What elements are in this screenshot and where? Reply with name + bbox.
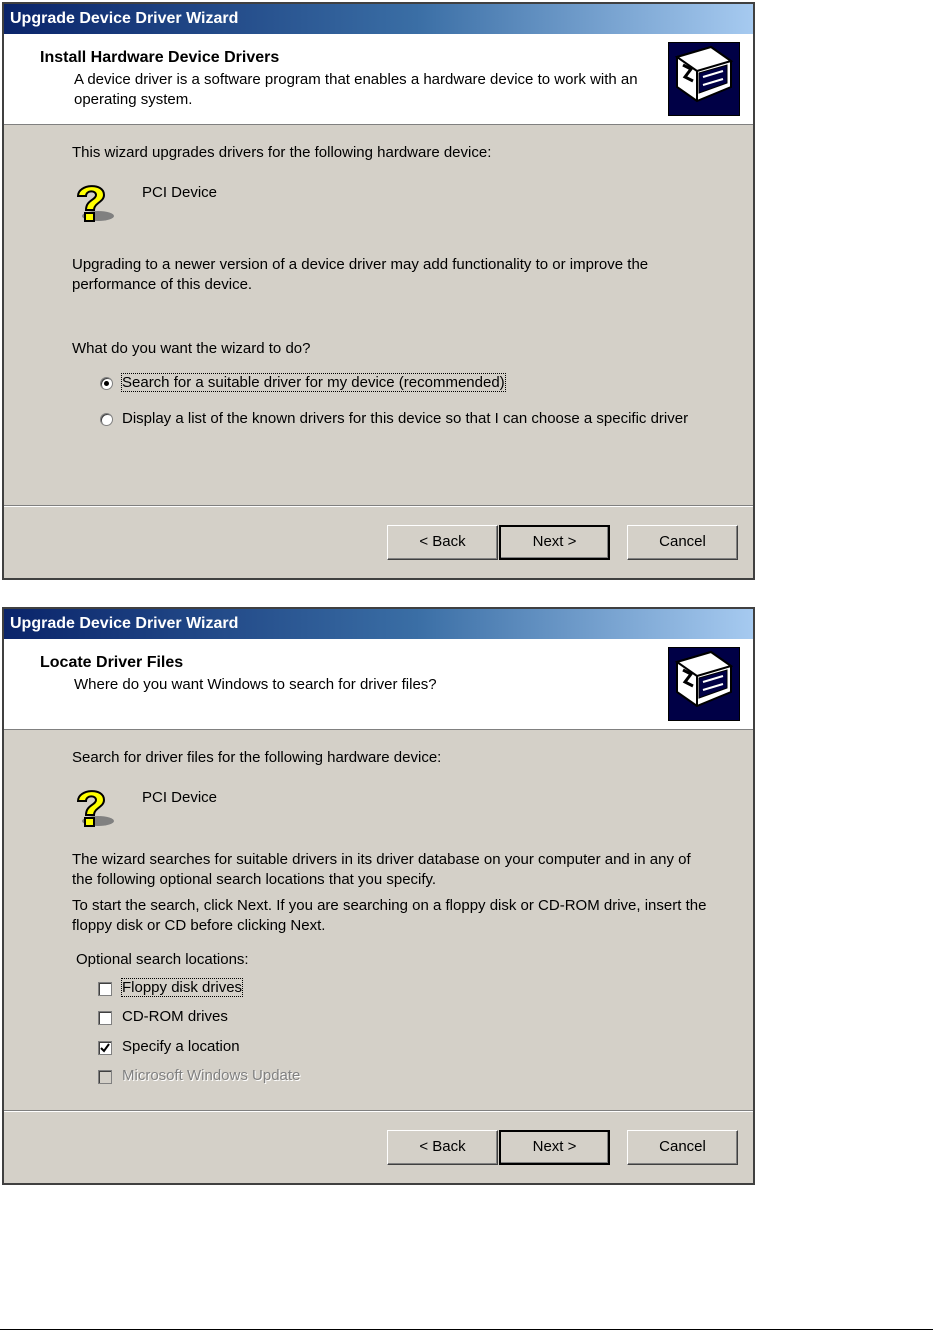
hardware-device-icon (668, 42, 740, 116)
radio-display-list-label[interactable]: Display a list of the known drivers for this device so that I can choose a specific driver (122, 410, 689, 427)
header-title: Install Hardware Device Drivers (40, 49, 280, 66)
wizard-header (4, 639, 753, 730)
checkbox-floppy[interactable] (98, 982, 112, 996)
wizard-install-drivers (2, 2, 755, 580)
question-text: What do you want the wizard to do? (72, 340, 311, 357)
header-description: A device driver is a software program that enables a hardware device to work with an operating system. (74, 71, 638, 108)
checkbox-cdrom[interactable] (98, 1011, 112, 1025)
checkbox-specify-location[interactable] (98, 1041, 112, 1055)
next-button[interactable]: Next > (499, 525, 610, 560)
info-text: Upgrading to a newer version of a device driver may add functionality to or improve the performance of this device. (72, 256, 649, 293)
check-mark-icon (99, 1042, 111, 1054)
question-mark-icon (68, 180, 118, 226)
wizard-locate-drivers (2, 607, 755, 1185)
device-name: PCI Device (142, 789, 218, 806)
wizard-header (4, 34, 753, 125)
checkbox-floppy-text[interactable]: Floppy disk drives (122, 979, 243, 996)
header-title: Locate Driver Files (40, 654, 184, 671)
footer-divider (4, 505, 753, 507)
header-description: Where do you want Windows to search for driver files? (74, 676, 437, 693)
radio-search-driver[interactable] (100, 377, 113, 390)
checkbox-cdrom-label[interactable]: CD-ROM drives (122, 1008, 228, 1025)
back-button[interactable]: < Back (387, 1130, 498, 1165)
info-text-2: To start the search, click Next. If you are searching on a floppy disk or CD-ROM drive, insert the floppy disk or CD before clicking Next. (72, 897, 707, 934)
intro-text: This wizard upgrades drivers for the following hardware device: (72, 144, 492, 161)
checkbox-floppy-label[interactable] (122, 978, 242, 998)
cancel-button[interactable]: Cancel (627, 1130, 738, 1165)
hardware-device-icon (668, 647, 740, 721)
intro-text: Search for driver files for the following hardware device: (72, 749, 442, 766)
checkbox-windows-update-label: Microsoft Windows Update (122, 1067, 301, 1084)
page-bottom-rule (0, 1329, 933, 1330)
checkbox-windows-update (98, 1070, 112, 1084)
checkbox-specify-location-label[interactable]: Specify a location (122, 1038, 240, 1055)
radio-display-list[interactable] (100, 413, 113, 426)
device-name: PCI Device (142, 184, 218, 201)
radio-search-driver-label[interactable] (122, 373, 505, 393)
question-mark-icon (68, 785, 118, 831)
cancel-button[interactable]: Cancel (627, 525, 738, 560)
locations-label: Optional search locations: (76, 951, 249, 968)
title-bar[interactable]: Upgrade Device Driver Wizard (4, 4, 753, 34)
title-bar[interactable]: Upgrade Device Driver Wizard (4, 609, 753, 639)
back-button[interactable]: < Back (387, 525, 498, 560)
footer-divider (4, 1110, 753, 1112)
next-button[interactable]: Next > (499, 1130, 610, 1165)
info-text-1: The wizard searches for suitable drivers in its driver database on your computer and in any of the following optional search locations that you specify. (72, 851, 691, 888)
radio-search-driver-text[interactable]: Search for a suitable driver for my device (recommended) (122, 374, 505, 391)
